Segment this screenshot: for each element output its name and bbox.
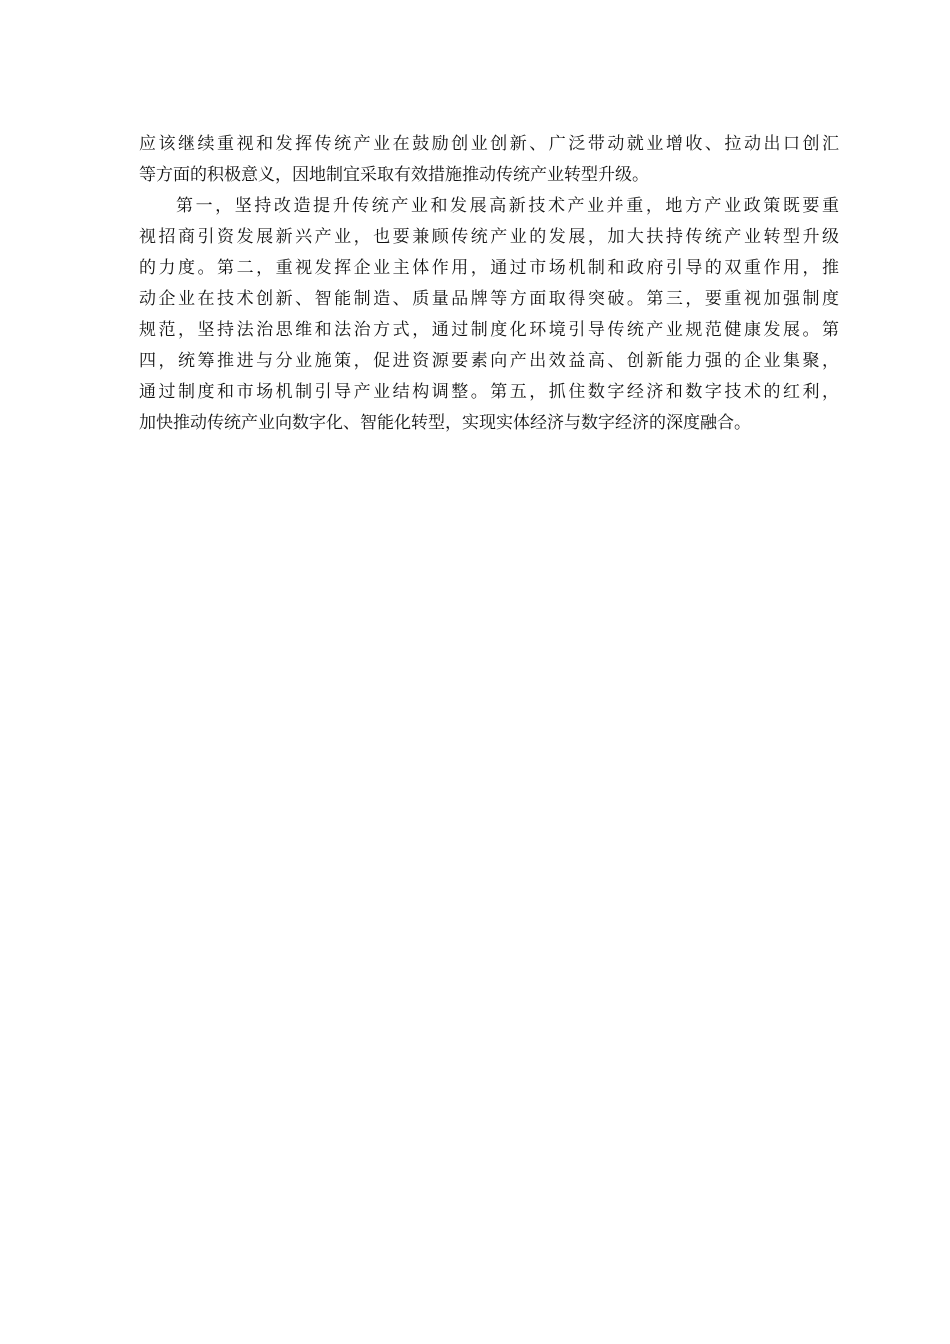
text-line: 规范，坚持法治思维和法治方式，通过制度化环境引导传统产业规范健康发展。第 (139, 320, 839, 340)
paragraph-1 (139, 129, 839, 191)
text-line: 四，统筹推进与分业施策，促进资源要素向产出效益高、创新能力强的企业集聚， (139, 351, 839, 371)
paragraph-2 (139, 191, 839, 439)
text-line: 视招商引资发展新兴产业，也要兼顾传统产业的发展，加大扶持传统产业转型升级 (139, 227, 839, 247)
text-line: 第一，坚持改造提升传统产业和发展高新技术产业并重，地方产业政策既要重 (176, 196, 839, 216)
text-line: 通过制度和市场机制引导产业结构调整。第五，抓住数字经济和数字技术的红利， (139, 382, 839, 402)
body-text (139, 129, 839, 439)
text-line: 应该继续重视和发挥传统产业在鼓励创业创新、广泛带动就业增收、拉动出口创汇 (139, 134, 839, 154)
text-line: 加快推动传统产业向数字化、智能化转型，实现实体经济与数字经济的深度融合。 (139, 413, 751, 433)
text-line: 等方面的积极意义，因地制宜采取有效措施推动传统产业转型升级。 (139, 165, 649, 185)
text-line: 的力度。第二，重视发挥企业主体作用，通过市场机制和政府引导的双重作用，推 (139, 258, 839, 278)
text-line: 动企业在技术创新、智能制造、质量品牌等方面取得突破。第三，要重视加强制度 (139, 289, 839, 309)
